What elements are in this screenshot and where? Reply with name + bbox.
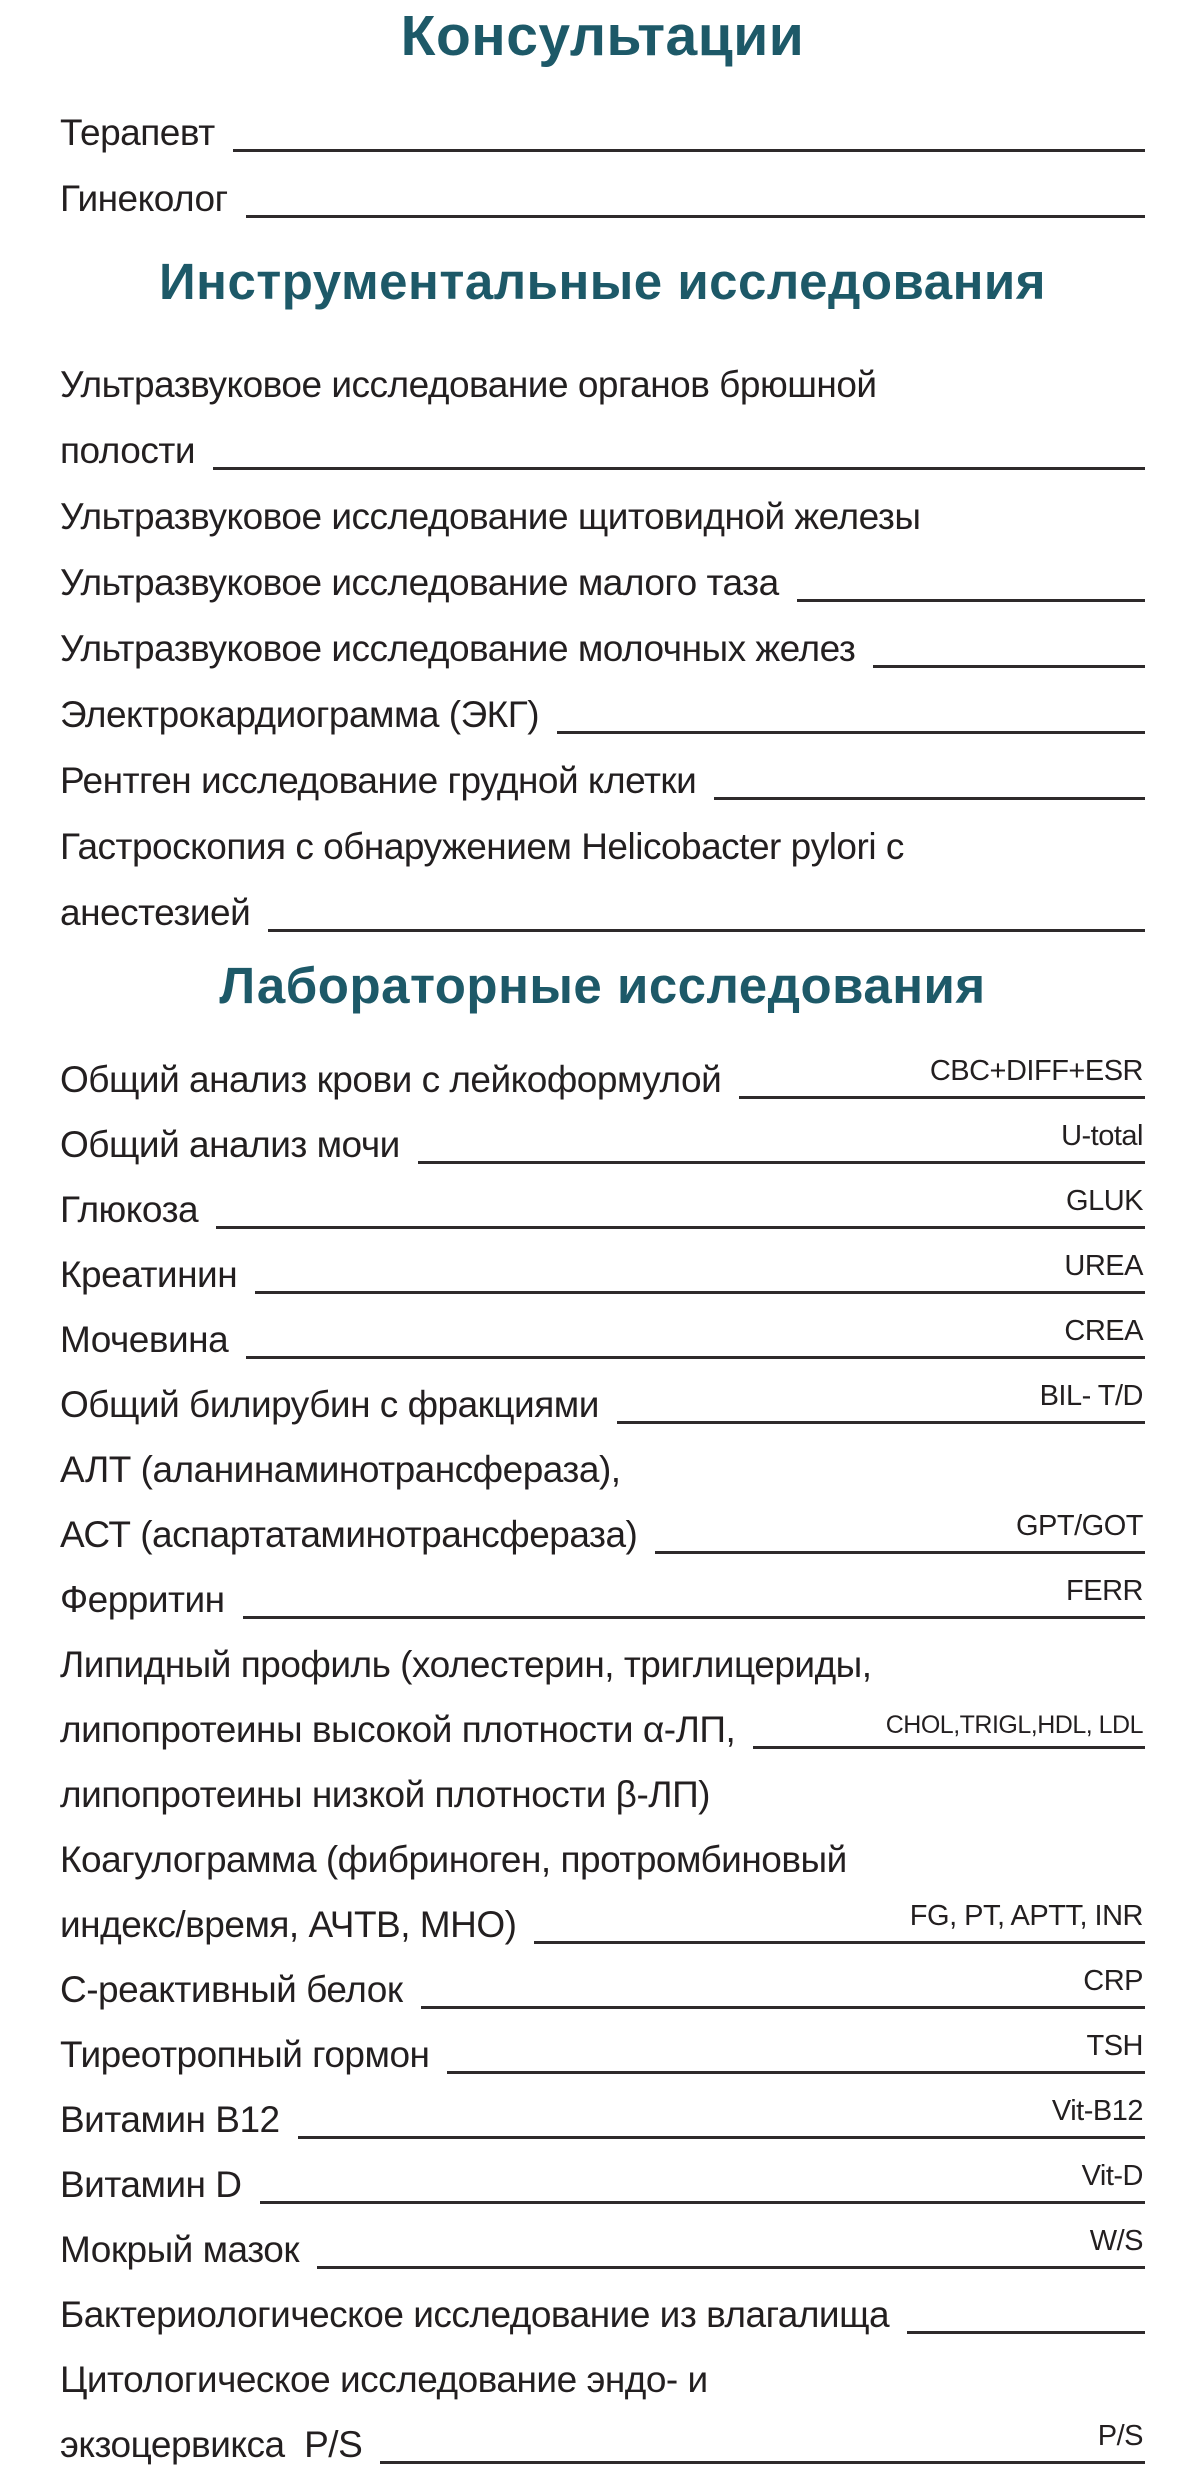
fill-line[interactable] [268,879,1145,932]
fill-line[interactable] [873,615,1145,668]
test-code: CREA [1064,1315,1143,1347]
test-code: BIL- T/D [1039,1380,1143,1412]
test-code: CBC+DIFF+ESR [929,1055,1143,1087]
lab-row-ast-line2 [60,1499,1145,1564]
section-title-consultations: Консультации [400,4,805,68]
test-code: CRP [1083,1965,1143,1997]
fill-line[interactable] [714,747,1145,800]
instr-row-gastroscopy-line2 [60,876,1145,942]
lab-row-lipid-line3 [60,1759,1145,1824]
test-code: UREA [1064,1250,1143,1282]
fill-line[interactable] [255,1241,1145,1294]
fill-line[interactable] [216,1176,1145,1229]
item-label: Гастроскопия с обнаружением Helicobacter pylori с [60,826,904,868]
fill-line[interactable] [233,99,1145,152]
fill-line[interactable] [246,1306,1145,1359]
item-label: Цитологическое исследование эндо- и [60,2359,708,2401]
item-label: анестезией [60,892,251,934]
fill-line[interactable] [260,2151,1146,2204]
lab-row-cbc [60,1044,1145,1109]
item-label: Ультразвуковое исследование щитовидной железы [60,496,921,538]
item-label: Липидный профиль (холестерин, триглицериды, [60,1644,872,1686]
laboratory-section [60,1044,1145,2474]
test-code: FERR [1066,1575,1143,1607]
lab-row-wet-smear [60,2214,1145,2279]
fill-line[interactable] [421,1956,1145,2009]
item-label: Ультразвуковое исследование органов брюшной [60,364,877,406]
test-code: W/S [1089,2225,1143,2257]
item-label: Общий билирубин с фракциями [60,1384,599,1426]
instr-row-abdominal-us-line2 [60,414,1145,480]
fill-line[interactable] [380,2411,1145,2464]
fill-line[interactable] [418,1111,1145,1164]
fill-line[interactable] [617,1371,1145,1424]
item-label: Терапевт [60,112,215,154]
consultations-section [60,96,1145,228]
fill-line[interactable] [447,2021,1145,2074]
lab-row-bilirubin [60,1369,1145,1434]
lab-row-cytology-line1 [60,2344,1145,2409]
item-label: Общий анализ мочи [60,1124,400,1166]
lab-row-lipid-line2 [60,1694,1145,1759]
lab-row-urinalysis [60,1109,1145,1174]
test-code: GLUK [1066,1185,1143,1217]
consultation-row-gynecologist [60,162,1145,228]
fill-line[interactable] [797,549,1145,602]
test-code: CHOL,TRIGL,HDL, LDL [885,1711,1143,1739]
instr-row-abdominal-us-line1 [60,348,1145,414]
item-label: Бактериологическое исследование из влагалища [60,2294,890,2336]
item-label: Коагулограмма (фибриноген, протромбиновый [60,1839,847,1881]
item-label: Общий анализ крови с лейкоформулой [60,1059,722,1101]
instr-row-gastroscopy-line1 [60,810,1145,876]
lab-row-coagulogram-line1 [60,1824,1145,1889]
test-code: TSH [1086,2030,1143,2062]
test-code: P/S [1097,2420,1143,2452]
fill-line[interactable] [298,2086,1145,2139]
section-title-instrumental: Инструментальные исследования [158,253,1046,310]
item-label: Тиреотропный гормон [60,2034,430,2076]
instr-row-thyroid-us [60,480,1145,546]
fill-line[interactable] [557,681,1145,734]
consultation-row-therapist [60,96,1145,162]
lab-row-crp [60,1954,1145,2019]
item-label: липопротеины низкой плотности β-ЛП) [60,1774,710,1816]
fill-line[interactable] [534,1891,1145,1944]
fill-line[interactable] [243,1566,1145,1619]
item-label: Витамин B12 [60,2099,280,2141]
instr-row-ecg [60,678,1145,744]
item-label: АЛТ (аланинаминотрансфераза), [60,1449,621,1491]
lab-row-creatinine [60,1239,1145,1304]
test-code: Vit-B12 [1051,2095,1143,2127]
test-code: GPT/GOT [1016,1510,1143,1542]
item-label: Ультразвуковое исследование малого таза [60,562,779,604]
item-label: экзоцервикса P/S [60,2424,363,2466]
item-label: Креатинин [60,1254,238,1296]
item-label: Мокрый мазок [60,2229,300,2271]
fill-line[interactable] [739,1046,1145,1099]
item-label: Мочевина [60,1319,229,1361]
lab-row-coagulogram-line2 [60,1889,1145,1954]
lab-row-cytology-line2 [60,2409,1145,2474]
item-label: Гинеколог [60,178,228,220]
item-label: АСТ (аспартатаминотрансфераза) [60,1514,638,1556]
section-title-laboratory: Лабораторные исследования [219,957,986,1014]
lab-row-alt-line1 [60,1434,1145,1499]
lab-row-lipid-line1 [60,1629,1145,1694]
item-label: Ультразвуковое исследование молочных желез [60,628,856,670]
fill-line[interactable] [907,2281,1145,2334]
fill-line[interactable] [655,1501,1145,1554]
item-label: С-реактивный белок [60,1969,403,2011]
lab-row-ferritin [60,1564,1145,1629]
test-code: Vit-D [1081,2160,1143,2192]
item-label: Ферритин [60,1579,225,1621]
item-label: Рентген исследование грудной клетки [60,760,697,802]
test-code: FG, PT, APTT, INR [909,1900,1143,1932]
item-label: липопротеины высокой плотности α-ЛП, [60,1709,736,1751]
item-label: индекс/время, АЧТВ, МНО) [60,1904,517,1946]
lab-row-glucose [60,1174,1145,1239]
instrumental-section [60,348,1145,942]
lab-row-vitb12 [60,2084,1145,2149]
instr-row-breast-us [60,612,1145,678]
lab-row-urea [60,1304,1145,1369]
fill-line[interactable] [213,417,1145,470]
item-label: Витамин D [60,2164,242,2206]
test-code: U-total [1061,1120,1143,1152]
instr-row-chest-xray [60,744,1145,810]
lab-row-bacteriology [60,2279,1145,2344]
fill-line[interactable] [317,2216,1145,2269]
fill-line[interactable] [753,1696,1145,1749]
item-label: Электрокардиограмма (ЭКГ) [60,694,540,736]
item-label: Глюкоза [60,1189,199,1231]
lab-row-vitd [60,2149,1145,2214]
fill-line[interactable] [246,165,1145,218]
instr-row-pelvic-us [60,546,1145,612]
lab-row-tsh [60,2019,1145,2084]
item-label: полости [60,430,195,472]
